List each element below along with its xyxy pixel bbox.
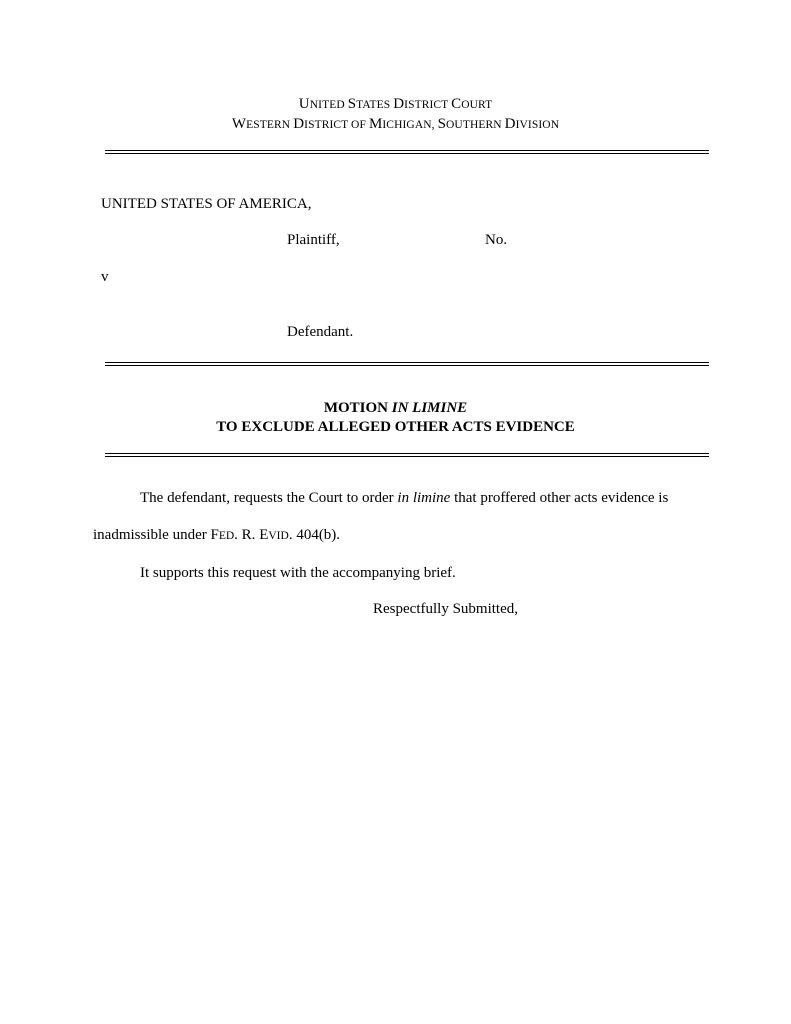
court-name-part: ISTRICT [404,99,452,111]
court-name [0,97,791,112]
rule-citation: . R. [234,527,260,543]
court-name-part: D [393,96,405,112]
court-district-part: S [437,116,447,132]
court-district-part: W [231,116,247,132]
versus-label: v [101,269,109,285]
rule-citation: VID [268,530,289,542]
body-paragraph-1-continued [93,528,340,543]
court-district-part: D [504,116,516,132]
court-district-part: IVISION [515,119,560,131]
court-name-part: OURT [461,99,493,111]
motion-title-word: MOTION [323,400,392,416]
court-name-part: U [298,96,310,112]
body-paragraph-2: It supports this request with the accompanying brief. [140,565,456,581]
court-district-part: D [293,116,305,132]
rule-citation: . 404(b). [288,527,341,543]
court-name-part: S [347,96,357,112]
motion-title-latin: IN LIMINE [391,400,468,416]
rule-citation: F [210,527,219,543]
motion-title [0,401,791,416]
closing-signature: Respectfully Submitted, [373,601,518,617]
double-rule-divider [105,362,709,366]
double-rule-divider [105,453,709,457]
court-district-part: M [368,116,383,132]
body-text-run: that proffered other acts evidence is [450,490,669,506]
rule-citation: ED [218,530,235,542]
court-district-part: OUTHERN [446,119,505,131]
double-rule-divider [105,150,709,154]
court-name-part: TATES [356,99,394,111]
motion-subtitle: TO EXCLUDE ALLEGED OTHER ACTS EVIDENCE [216,419,575,435]
court-district-part: ESTERN [246,119,294,131]
body-text-italic: in limine [397,490,451,506]
plaintiff-role: Plaintiff, [287,232,340,248]
plaintiff-name: UNITED STATES OF AMERICA, [101,196,312,212]
body-paragraph-1 [140,491,668,506]
court-district-part: ISTRICT OF [304,119,369,131]
court-name-part: C [451,96,462,112]
court-name-part: NITED [309,99,348,111]
court-district [0,117,791,132]
rule-citation: E [259,527,269,543]
court-district-part: ICHIGAN, [382,119,438,131]
case-number-label: No. [485,232,508,248]
body-text-run: inadmissible under [93,527,211,543]
body-text-run: The defendant, requests the Court to order [140,490,398,506]
defendant-role: Defendant. [287,324,354,340]
